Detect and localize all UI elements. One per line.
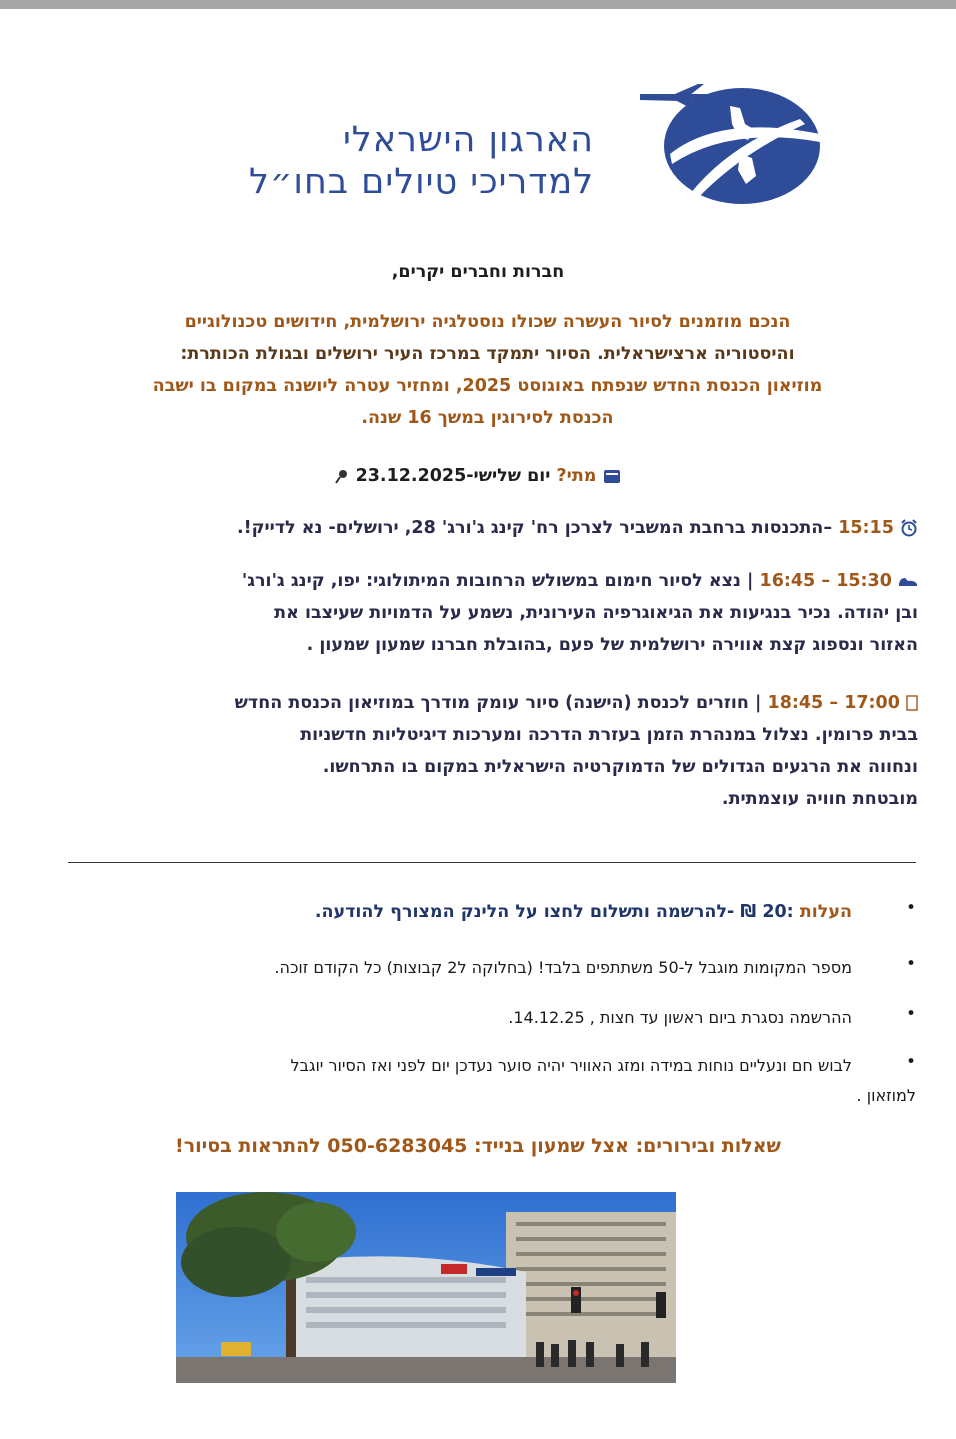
calendar-icon — [603, 468, 621, 484]
street-building-photo — [176, 1192, 676, 1383]
schedule-time: 15:15 — [838, 518, 894, 538]
schedule-text: ובן יהודה. נכיר בנגיעות את הגיאוגרפיה העירונית, נשמע על הדמויות שעיצבו את — [274, 603, 918, 623]
schedule-text: ונחווה את הרגעים הגדולים של הדמוקרטיה הישראלית במקום בו התרחשו. — [322, 757, 918, 777]
invitation-line: והיסטוריה ארצישראלית. הסיור יתמקד במרכז העיר ירושלים ובגולת הכותרת: — [180, 344, 795, 364]
section-divider — [68, 862, 916, 863]
event-date-text: יום שלישי-23.12.2025 — [355, 466, 551, 486]
schedule-text: האזור ונספוג קצת אווירה ירושלמית של פעם ,בהובלת חברנו שמעון שמעון . — [306, 635, 918, 655]
bullet-capacity: מספר המקומות מוגבל ל-50 משתתפים בלבד! (בחלוקה ל2 קבוצות) כל הקודם זוכה. — [274, 958, 852, 977]
schedule-text: בבית פרומין. נצלול במנהרת הזמן בעזרת הדרכה ומערכות דיגיטליות חדשניות — [300, 725, 918, 745]
schedule-time: 17:00 – 18:45 — [767, 693, 900, 713]
schedule-text: –התכנסות ברחבת המשביר לצרכן רח' קינג ג'ורג' 28, ירושלים- נא לדייק!. — [236, 518, 833, 538]
missing-glyph-icon — [906, 695, 918, 711]
pin-icon — [335, 468, 349, 484]
alarm-clock-icon — [900, 519, 918, 537]
schedule-item-walk — [66, 565, 918, 661]
bullet-deadline: ההרשמה נסגרת ביום ראשון עד חצות , 14.12.25. — [508, 1008, 852, 1027]
bullet-dot: • — [905, 954, 916, 974]
cost-text: :20 ₪ -להרשמה ותשלום לחצו על הלינק המצורף להודעה. — [314, 902, 794, 922]
bullet-cost — [315, 898, 852, 926]
schedule-text: | נצא לסיור חימום במשולש הרחובות המיתולוגי: יפו, קינג ג'ורג' — [241, 571, 754, 591]
event-date-label: מתי? — [556, 466, 597, 486]
schedule-text: | חוזרים לכנסת (הישנה) סיור עומק מודרך במוזיאון הכנסת החדש — [234, 693, 762, 713]
shoe-icon — [898, 574, 918, 588]
schedule-item-meeting — [66, 512, 918, 544]
cost-label: העלות — [799, 902, 852, 922]
invitation-line: הכנסת לסירוגין במשך 16 שנה. — [361, 408, 614, 428]
bullet-dot: • — [905, 898, 916, 918]
invitation-line: מוזיאון הכנסת החדש שנפתח באוגוסט 2025, ומחזיר עטרה ליושנה במקום בו ישבה — [152, 376, 823, 396]
invitation-paragraph — [60, 306, 915, 434]
logo-title-line1: הארגון הישראלי — [342, 120, 594, 160]
bullet-dot: • — [905, 1004, 916, 1024]
organization-logo — [160, 84, 820, 206]
greeting: חברות וחברים יקרים, — [391, 262, 565, 282]
schedule-text: מובטחת חוויה עוצמתית. — [721, 789, 918, 809]
bullet-clothing: לבוש חם ונעליים נוחות במידה ומזג האוויר יהיה סוער נעדכן יום לפני ואז הסיור יוגבל — [290, 1056, 852, 1075]
top-status-bar — [0, 0, 956, 9]
schedule-item-museum — [66, 687, 918, 815]
contact-line: שאלות ובירורים: אצל שמעון בנייד: 050-6283045 להתראות בסיור! — [175, 1135, 781, 1157]
logo-title-line2: למדריכי טיולים בחו״ל — [248, 162, 594, 202]
event-date — [0, 460, 956, 492]
schedule-time: 15:30 – 16:45 — [759, 571, 892, 591]
bullet-clothing-cont: למוזאון . — [856, 1086, 916, 1105]
globe-airplane-icon — [580, 84, 820, 206]
invitation-line: הנכם מוזמנים לסיור העשרה שכולו נוסטלגיה ירושלמית, חידושים טכנולוגיים — [184, 312, 791, 332]
bullet-dot: • — [905, 1052, 916, 1072]
